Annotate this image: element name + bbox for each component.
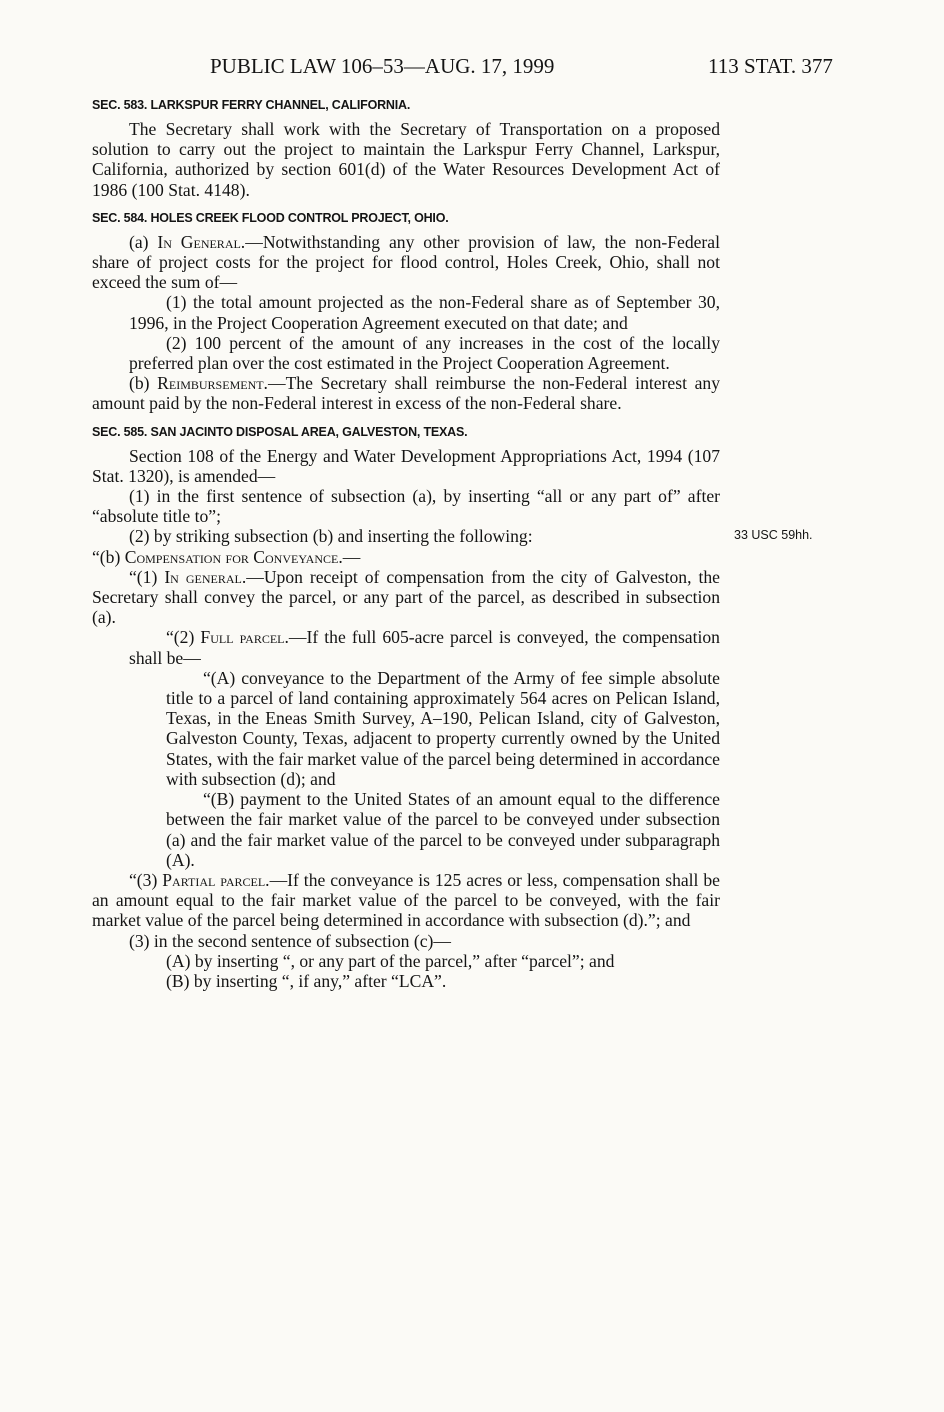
paragraph-heading: Full parcel. <box>200 627 289 648</box>
section-585-item-3a: (A) by inserting “, or any part of the parcel,” after “parcel”; and <box>166 950 615 971</box>
header-page-ref: 113 STAT. 377 <box>708 54 833 78</box>
section-583-title: SEC. 583. LARKSPUR FERRY CHANNEL, CALIFORNIA. <box>92 98 411 112</box>
section-585-item-3b: (B) by inserting “, if any,” after “LCA”. <box>166 970 447 991</box>
section-585-title: SEC. 585. SAN JACINTO DISPOSAL AREA, GALVESTON, TEXAS. <box>92 424 468 439</box>
section-585-item-1: (1) in the first sentence of subsection (a), by inserting “all or any part of” after “absolute title to”; <box>92 486 720 527</box>
subsection-heading: In General. <box>157 231 246 252</box>
section-585-item-3: (3) in the second sentence of subsection (c)— <box>129 930 451 951</box>
section-584-paragraph-1: (1) the total amount projected as the non-Federal share as of September 30, 1996, in the Project Cooperation Agreement executed on that date; and <box>129 292 720 333</box>
section-584-subsection-b: (b) Reimbursement.—The Secretary shall reimburse the non-Federal interest any amount paid by the non-Federal interest in excess of the non-Federal share. <box>92 373 720 414</box>
section-585-paragraph-3: “(3) Partial parcel.—If the conveyance is 125 acres or less, compensation shall be an amount equal to the fair market value of the parcel to be conveyed, with the fair market value of the parcel being determined in accordance with subsection (d).”; and <box>92 869 720 931</box>
section-585-subsection-b: “(b) Compensation for Conveyance.— <box>92 546 361 567</box>
section-584-title: SEC. 584. HOLES CREEK FLOOD CONTROL PROJECT, OHIO. <box>92 210 449 225</box>
subsection-heading: Reimbursement. <box>157 373 268 394</box>
page-body <box>92 98 720 991</box>
margin-citation: 33 USC 59hh. <box>734 528 813 542</box>
section-585-item-2: (2) by striking subsection (b) and inserting the following: <box>129 526 533 547</box>
section-583-body: The Secretary shall work with the Secretary of Transportation on a proposed solution to carry out the project to maintain the Larkspur Ferry Channel, Larkspur, California, authorized by section 601(d) of the Water Resources Development Act of 1986 (100 Stat. 4148). <box>92 119 720 200</box>
section-584-paragraph-2: (2) 100 percent of the amount of any increases in the cost of the locally preferred plan over the cost estimated in the Project Cooperation Agreement. <box>129 332 720 374</box>
running-header <box>0 54 944 84</box>
section-585-intro: Section 108 of the Energy and Water Development Appropriations Act, 1994 (107 Stat. 1320), is amended— <box>92 445 720 486</box>
subsection-heading: Compensation for Conveyance. <box>124 546 343 567</box>
section-585-subparagraph-b: “(B) payment to the United States of an amount equal to the difference between the fair market value of the parcel to be conveyed under subsection (a) and the fair market value of the parcel to be conveyed under subparagraph (A). <box>166 789 720 870</box>
section-585-paragraph-2: “(2) Full parcel.—If the full 605-acre parcel is conveyed, the compensation shall be— <box>129 627 720 668</box>
section-585-paragraph-1: “(1) In general.—Upon receipt of compensation from the city of Galveston, the Secretary shall convey the parcel, or any part of the parcel, as described in subsection (a). <box>92 566 720 628</box>
paragraph-heading: Partial parcel. <box>162 869 270 890</box>
section-584-subsection-a: (a) In General.—Notwithstanding any other provision of law, the non-Federal share of project costs for the project for flood control, Holes Creek, Ohio, shall not exceed the sum of— <box>92 231 720 293</box>
section-585-subparagraph-a: “(A) conveyance to the Department of the Army of fee simple absolute title to a parcel of land containing approximately 564 acres on Pelican Island, Texas, in the Eneas Smith Survey, A–190, Pelican Island, city of Galveston, Galveston County, Texas, adjacent to property currently owned by the United States, with the fair market value of the parcel being determined in accordance with subsection (d); and <box>166 667 720 789</box>
header-title: PUBLIC LAW 106–53—AUG. 17, 1999 <box>210 54 555 78</box>
paragraph-heading: In general. <box>164 566 247 587</box>
